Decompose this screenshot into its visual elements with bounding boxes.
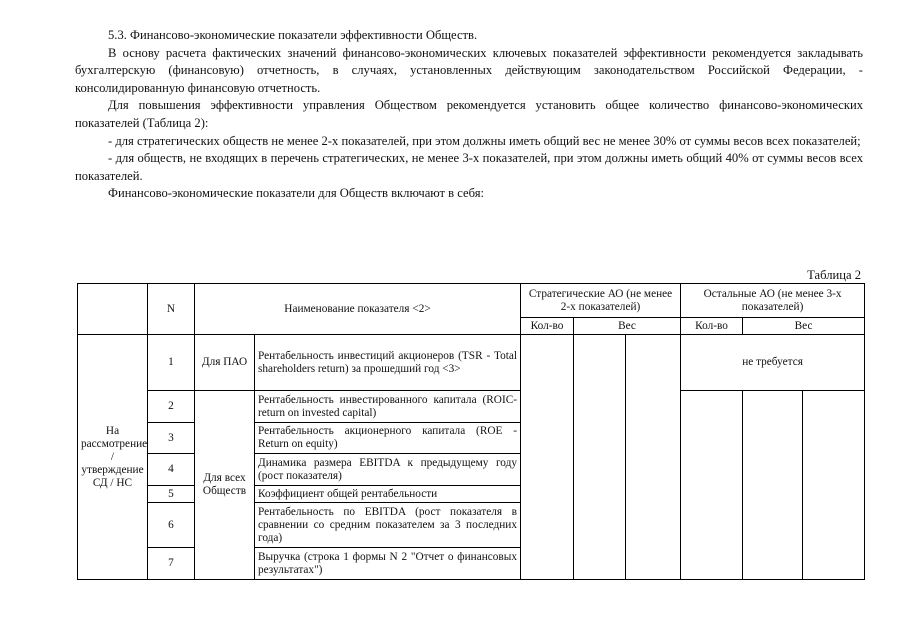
row-number: 4	[148, 454, 195, 486]
indicator-name: Рентабельность инвестиций акционеров (TSR - Total shareholders return) за прошедший год <3>	[255, 335, 521, 391]
table-caption: Таблица 2	[807, 268, 861, 282]
header-indicator-name: Наименование показателя <2>	[195, 284, 521, 335]
strategic-weight-cell-a	[574, 335, 626, 580]
body-text	[75, 27, 863, 203]
indicator-name: Рентабельность инвестированного капитала (ROIC-return on invested capital)	[255, 391, 521, 423]
row-number: 6	[148, 503, 195, 548]
strategic-count-cell	[521, 335, 574, 580]
row-number: 3	[148, 423, 195, 454]
paragraph-total-count: Для повышения эффективности управления Обществом рекомендуется установить общее количество финансово-экономических показателей (Таблица 2):	[75, 98, 863, 130]
indicator-name: Рентабельность акционерного капитала (ROE - Return on equity)	[255, 423, 521, 454]
all-companies-label: Для всех Обществ	[195, 391, 255, 580]
section-heading: 5.3. Финансово-экономические показатели эффективности Обществ.	[108, 28, 478, 42]
paragraph-list-intro: Финансово-экономические показатели для Обществ включают в себя:	[108, 186, 484, 201]
row-number: 7	[148, 548, 195, 580]
row-number: 1	[148, 335, 195, 391]
header-strategic-weight: Вес	[574, 318, 681, 335]
indicator-name: Рентабельность по EBITDA (рост показателя в сравнении со средним показателем за 3 последних года)	[255, 503, 521, 548]
not-required-cell: не требуется	[681, 335, 865, 391]
paragraph-non-strategic: - для обществ, не входящих в перечень стратегических, не менее 3-х показателей, при этом должны иметь общий 40% от суммы весов всех показателей.	[75, 151, 863, 183]
row-number: 2	[148, 391, 195, 423]
others-count-cell	[681, 391, 743, 580]
header-others-weight: Вес	[743, 318, 865, 335]
indicator-name: Коэффициент общей рентабельности	[255, 486, 521, 503]
table-row	[78, 391, 865, 423]
group-label: На рассмотрение /утверждение СД / НС	[78, 335, 148, 580]
header-empty	[78, 284, 148, 335]
paragraph-strategic: - для стратегических обществ не менее 2-х показателей, при этом должны иметь общий вес не менее 30% от суммы весов всех показателей;	[108, 133, 861, 148]
others-weight-cell-a	[743, 391, 803, 580]
header-others: Остальные АО (не менее 3-х показателей)	[681, 284, 865, 318]
pao-label: Для ПАО	[195, 335, 255, 391]
indicators-table	[77, 283, 865, 580]
paragraph-basis: В основу расчета фактических значений финансово-экономических ключевых показателей эффективности рекомендуется закладывать бухгалтерскую (финансовую) отчетность, в случаях, установленных действующим законодательством Российской Федерации, - консолидированную финансовую отчетность.	[75, 45, 863, 95]
indicator-name: Динамика размера EBITDA к предыдущему году (рост показателя)	[255, 454, 521, 486]
header-n: N	[148, 284, 195, 335]
indicator-name: Выручка (строка 1 формы N 2 "Отчет о финансовых результатах")	[255, 548, 521, 580]
header-others-count: Кол-во	[681, 318, 743, 335]
table-row	[78, 335, 865, 391]
row-number: 5	[148, 486, 195, 503]
others-weight-cell-b	[803, 391, 865, 580]
strategic-weight-cell-b	[626, 335, 681, 580]
header-strategic-count: Кол-во	[521, 318, 574, 335]
header-strategic: Стратегические АО (не менее 2-х показателей)	[521, 284, 681, 318]
